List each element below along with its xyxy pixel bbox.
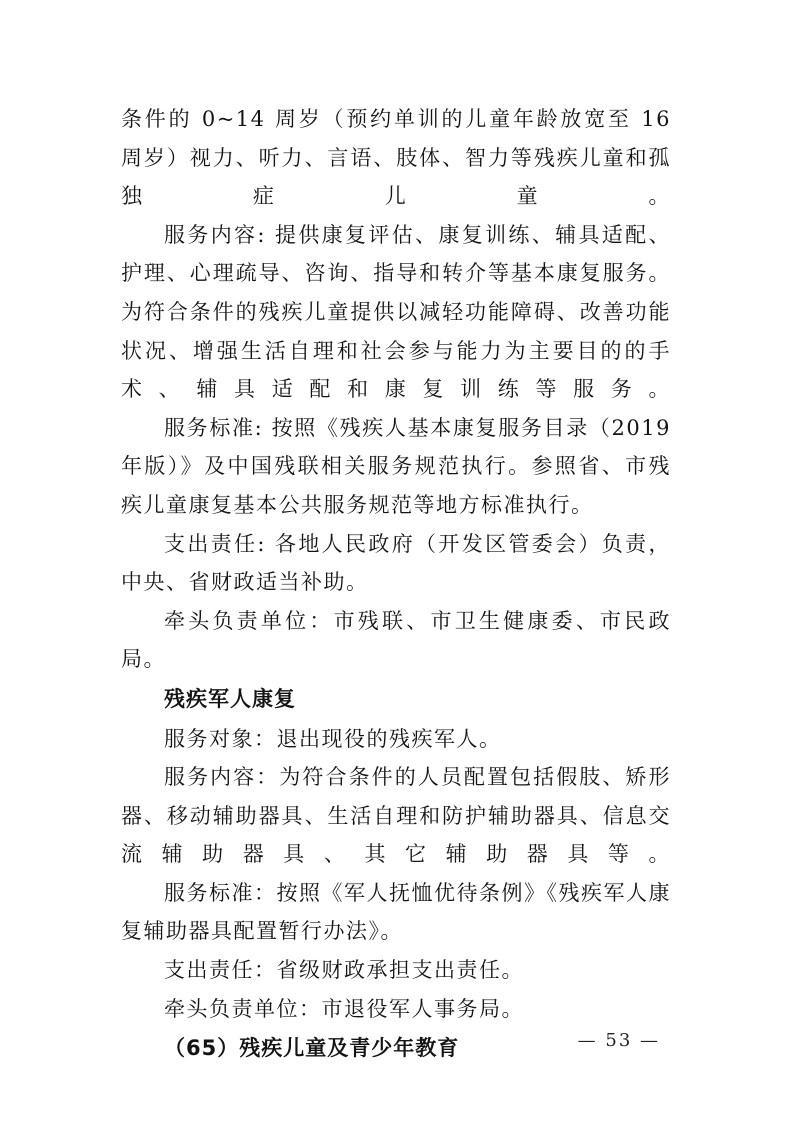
paragraph-service-target-veterans: 服务对象：退出现役的残疾军人。: [164, 726, 502, 751]
paragraph-service-content-children: 服务内容: 提供康复评估、康复训练、辅具适配、护理、心理疏导、咨询、指导和转介等基本康复服务。为符合条件的残疾儿童提供以减轻功能障碍、改善功能状况、增强生活自理和社会参与能力为主要目的的手术、辅具适配和康复训练等服务。: [121, 222, 671, 402]
page-number: — 53 —: [577, 1030, 660, 1051]
paragraph-service-standard-veterans: 服务标准：按照《军人抚恤优待条例》《残疾军人康复辅助器具配置暂行办法》。: [121, 880, 671, 944]
paragraph-lead-unit-veterans: 牵头负责单位：市退役军人事务局。: [164, 996, 524, 1021]
paragraph-service-standard-children: 服务标准: 按照《残疾人基本康复服务目录（2019 年版）》及中国残联相关服务规范执行。参照省、市残疾儿童康复基本公共服务规范等地方标准执行。: [121, 415, 671, 517]
paragraph-expenditure-veterans: 支出责任：省级财政承担支出责任。: [164, 958, 524, 983]
paragraph-expenditure-children: 支出责任: 各地人民政府（开发区管委会）负责，中央、省财政适当补助。: [121, 531, 671, 595]
section-heading-disabled-veterans-rehab: 残疾军人康复: [164, 686, 296, 711]
document-content: [121, 100, 671, 1069]
paragraph-continuation: 条件的 0~14 周岁（预约单训的儿童年龄放宽至 16 周岁）视力、听力、言语、肢体、智力等残疾儿童和孤独症儿童。: [121, 107, 671, 209]
paragraph-service-content-veterans: 服务内容：为符合条件的人员配置包括假肢、矫形器、移动辅助器具、生活自理和防护辅助器具、信息交流辅助器具、其它辅助器具等。: [121, 765, 671, 867]
paragraph-lead-unit-children: 牵头负责单位：市残联、市卫生健康委、市民政局。: [121, 608, 671, 672]
section-heading-65-disabled-children-education: （65）残疾儿童及青少年教育: [164, 1036, 460, 1061]
